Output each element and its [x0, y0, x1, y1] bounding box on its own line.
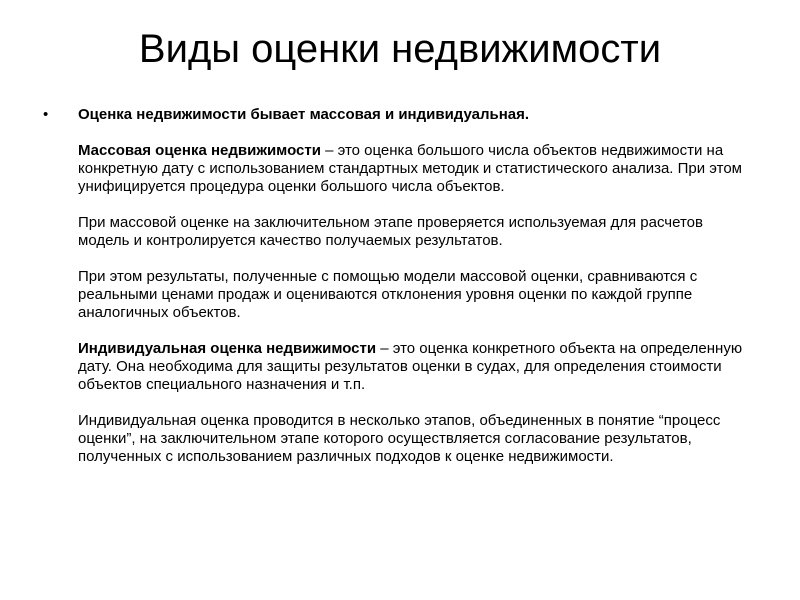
individual-stages-paragraph: Индивидуальная оценка проводится в несколько этапов, объединенных в понятие “процесс оценки”, на заключительном этапе которого осуществляется согласование результатов, полученных с использованием различных подходов к оценке недвижимости.	[78, 412, 721, 465]
intro-paragraph: Оценка недвижимости бывает массовая и индивидуальная.	[78, 106, 530, 123]
slide-title: Виды оценки недвижимости	[138, 27, 662, 71]
mass-results-paragraph: При этом результаты, полученные с помощью модели массовой оценки, сравниваются с реальными ценами продаж и оцениваются отклонения уровня оценки по каждой группе аналогичных объектов.	[78, 268, 698, 321]
mass-valuation-definition: – это оценка большого числа объектов недвижимости на конкретную дату с использованием стандартных методик и статистического анализа. При этом унифицируется процедура оценки большого числа объектов.	[78, 142, 742, 195]
bullet-marker: •	[43, 106, 49, 123]
individual-valuation-term: Индивидуальная оценка недвижимости	[78, 340, 377, 357]
mass-final-stage-paragraph: При массовой оценке на заключительном этапе проверяется используемая для расчетов модель и контролируется качество получаемых результатов.	[78, 214, 703, 249]
slide-content	[43, 106, 758, 466]
individual-valuation-paragraph	[78, 340, 758, 394]
mass-valuation-term: Массовая оценка недвижимости	[78, 142, 321, 159]
individual-valuation-definition: – это оценка конкретного объекта на определенную дату. Она необходима для защиты результатов оценки в судах, для определения стоимости объектов специального назначения и т.п.	[78, 340, 743, 393]
mass-valuation-paragraph	[78, 142, 758, 196]
